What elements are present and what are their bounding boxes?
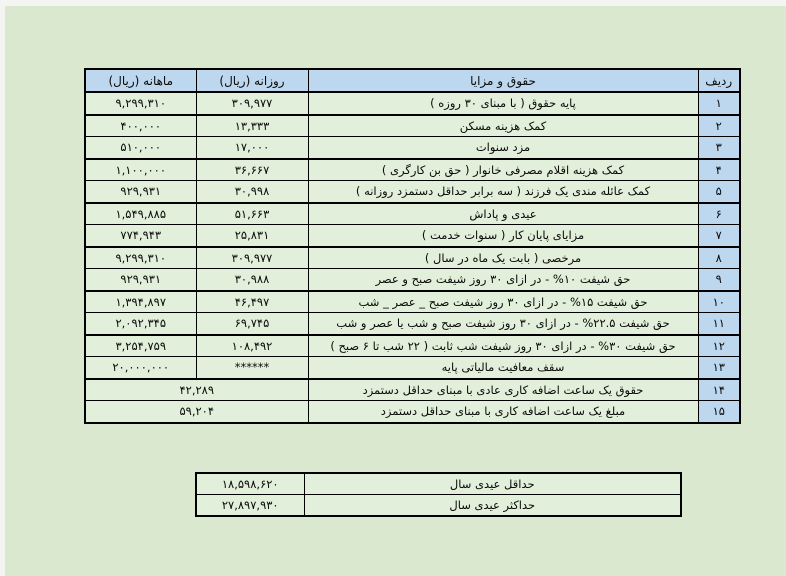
- table-row: [85, 335, 740, 357]
- summary-row: [196, 473, 681, 495]
- table-row: [85, 313, 740, 335]
- row-number-cell: ۱۵: [698, 401, 740, 423]
- benefit-label-cell: مزایای پایان کار ( سنوات خدمت ): [308, 225, 698, 247]
- monthly-value-cell: ۲۰,۰۰۰,۰۰۰: [85, 357, 196, 379]
- benefit-label-cell: عیدی و پاداش: [308, 203, 698, 225]
- summary-value-cell: ۲۷,۸۹۷,۹۳۰: [196, 495, 304, 517]
- worksheet-canvas: [5, 6, 786, 576]
- summary-label-cell: حداکثر عیدی سال: [304, 495, 681, 517]
- merged-amount-cell: ۴۲,۲۸۹: [85, 379, 308, 401]
- benefit-label-cell: حق شیفت ۱۵% - در ازای ۳۰ روز شیفت صبح _ عصر _ شب: [308, 291, 698, 313]
- monthly-value-cell: ۱,۳۹۴,۸۹۷: [85, 291, 196, 313]
- benefit-label-cell: کمک هزینه مسکن: [308, 115, 698, 137]
- salary-benefits-table: [84, 68, 741, 424]
- row-number-cell: ۱: [698, 92, 740, 115]
- daily-value-cell: ۱۳,۳۳۳: [196, 115, 308, 137]
- daily-value-cell: ۳۰,۹۹۸: [196, 181, 308, 203]
- table-row: [85, 379, 740, 401]
- header-monthly: ماهانه (ریال): [85, 69, 196, 92]
- monthly-value-cell: ۹۲۹,۹۳۱: [85, 269, 196, 291]
- summary-row: [196, 495, 681, 517]
- benefit-label-cell: پایه حقوق ( با مبنای ۳۰ روزه ): [308, 92, 698, 115]
- monthly-value-cell: ۵۱۰,۰۰۰: [85, 137, 196, 159]
- table-row: [85, 137, 740, 159]
- row-number-cell: ۵: [698, 181, 740, 203]
- benefit-label-cell: مرخصی ( بابت یک ماه در سال ): [308, 247, 698, 269]
- table-row: [85, 181, 740, 203]
- daily-value-cell: ۱۷,۰۰۰: [196, 137, 308, 159]
- monthly-value-cell: ۱,۵۴۹,۸۸۵: [85, 203, 196, 225]
- monthly-value-cell: ۴۰۰,۰۰۰: [85, 115, 196, 137]
- table-row: [85, 115, 740, 137]
- table-row: [85, 92, 740, 115]
- row-number-cell: ۱۲: [698, 335, 740, 357]
- row-number-cell: ۱۰: [698, 291, 740, 313]
- benefit-label-cell: حق شیفت ۳۰% - در ازای ۳۰ روز شیفت شب ثابت ( ۲۲ شب تا ۶ صبح ): [308, 335, 698, 357]
- benefit-label-cell: سقف معافیت مالیاتی پایه: [308, 357, 698, 379]
- benefit-label-cell: حقوق یک ساعت اضافه کاری عادی با مبنای حداقل دستمزد: [308, 379, 698, 401]
- monthly-value-cell: ۹۲۹,۹۳۱: [85, 181, 196, 203]
- daily-value-cell: ۱۰۸,۴۹۲: [196, 335, 308, 357]
- table-row: [85, 269, 740, 291]
- row-number-cell: ۶: [698, 203, 740, 225]
- header-row: [85, 69, 740, 92]
- daily-value-cell: ۵۱,۶۶۳: [196, 203, 308, 225]
- benefit-label-cell: کمک هزینه اقلام مصرفی خانوار ( حق بن کارگری ): [308, 159, 698, 181]
- benefit-label-cell: کمک عائله مندی یک فرزند ( سه برابر حداقل دستمزد روزانه ): [308, 181, 698, 203]
- summary-label-cell: حداقل عیدی سال: [304, 473, 681, 495]
- monthly-value-cell: ۹,۲۹۹,۳۱۰: [85, 92, 196, 115]
- table-row: [85, 401, 740, 423]
- daily-value-cell-masked: ******: [196, 357, 308, 379]
- daily-value-cell: ۶۹,۷۴۵: [196, 313, 308, 335]
- daily-value-cell: ۲۵,۸۳۱: [196, 225, 308, 247]
- row-number-cell: ۱۱: [698, 313, 740, 335]
- row-number-cell: ۱۳: [698, 357, 740, 379]
- monthly-value-cell: ۳,۲۵۴,۷۵۹: [85, 335, 196, 357]
- daily-value-cell: ۳۰,۹۸۸: [196, 269, 308, 291]
- benefit-label-cell: حق شیفت ۲۲.۵% - در ازای ۳۰ روز شیفت صبح و شب یا عصر و شب: [308, 313, 698, 335]
- table-row: [85, 159, 740, 181]
- monthly-value-cell: ۹,۲۹۹,۳۱۰: [85, 247, 196, 269]
- eidi-summary-table: [195, 472, 682, 517]
- daily-value-cell: ۴۶,۴۹۷: [196, 291, 308, 313]
- row-number-cell: ۱۴: [698, 379, 740, 401]
- header-benefit-title: حقوق و مزایا: [308, 69, 698, 92]
- table-row: [85, 225, 740, 247]
- benefit-label-cell: مزد سنوات: [308, 137, 698, 159]
- daily-value-cell: ۳۶,۶۶۷: [196, 159, 308, 181]
- row-number-cell: ۳: [698, 137, 740, 159]
- row-number-cell: ۹: [698, 269, 740, 291]
- row-number-cell: ۷: [698, 225, 740, 247]
- benefit-label-cell: حق شیفت ۱۰% - در ازای ۳۰ روز شیفت صبح و عصر: [308, 269, 698, 291]
- monthly-value-cell: ۷۷۴,۹۴۳: [85, 225, 196, 247]
- table-row: [85, 291, 740, 313]
- daily-value-cell: ۳۰۹,۹۷۷: [196, 92, 308, 115]
- summary-value-cell: ۱۸,۵۹۸,۶۲۰: [196, 473, 304, 495]
- row-number-cell: ۸: [698, 247, 740, 269]
- header-row-number: ردیف: [698, 69, 740, 92]
- header-daily: روزانه (ریال): [196, 69, 308, 92]
- table-row: [85, 357, 740, 379]
- row-number-cell: ۲: [698, 115, 740, 137]
- merged-amount-cell: ۵۹,۲۰۴: [85, 401, 308, 423]
- benefit-label-cell: مبلغ یک ساعت اضافه کاری با مبنای حداقل دستمزد: [308, 401, 698, 423]
- table-row: [85, 247, 740, 269]
- table-row: [85, 203, 740, 225]
- daily-value-cell: ۳۰۹,۹۷۷: [196, 247, 308, 269]
- row-number-cell: ۴: [698, 159, 740, 181]
- monthly-value-cell: ۱,۱۰۰,۰۰۰: [85, 159, 196, 181]
- monthly-value-cell: ۲,۰۹۲,۳۴۵: [85, 313, 196, 335]
